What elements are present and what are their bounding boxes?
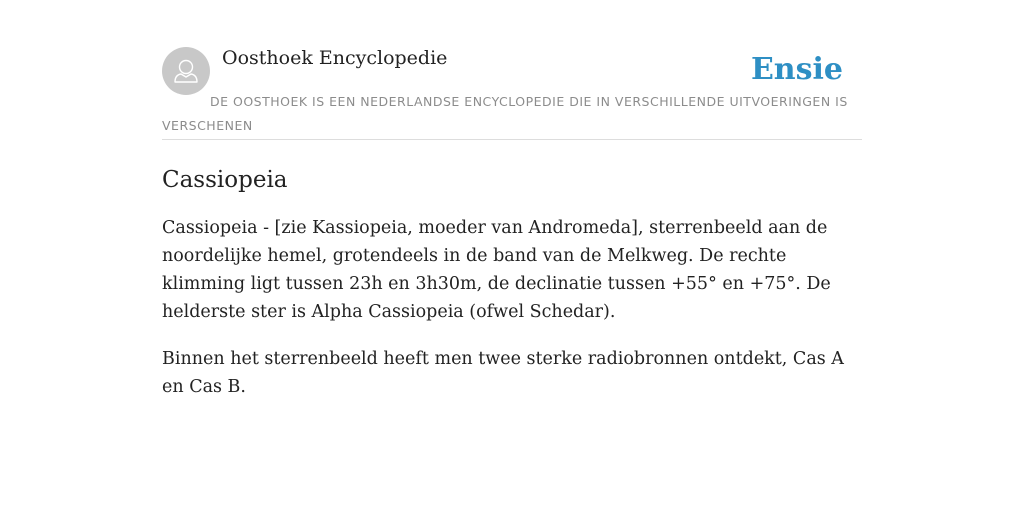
article-paragraph: Binnen het sterrenbeeld heeft men twee sterke radiobronnen ontdekt, Cas A en Cas B. [162, 349, 844, 397]
source-title[interactable]: Oosthoek Encyclopedie [222, 47, 448, 69]
user-placeholder-icon [162, 47, 210, 95]
source-header [162, 46, 862, 140]
source-avatar[interactable] [162, 47, 210, 95]
article-title: Cassiopeia [162, 167, 288, 193]
source-description: DE OOSTHOEK IS EEN NEDERLANDSE ENCYCLOPEDIE DIE IN VERSCHILLENDE UITVOERINGEN IS VERSCHENEN [162, 94, 848, 133]
article-paragraph: Cassiopeia - [zie Kassiopeia, moeder van Andromeda], sterrenbeeld aan de noordelijke hemel, grotendeels in de band van de Melkweg. De rechte klimming ligt tussen 23h en 3h30m, de declinatie tussen +55° en +75°. De helderste ster is Alpha Cassiopeia (ofwel Schedar). [162, 218, 831, 322]
brand-logo[interactable]: Ensie [750, 52, 843, 87]
page [162, 46, 862, 401]
